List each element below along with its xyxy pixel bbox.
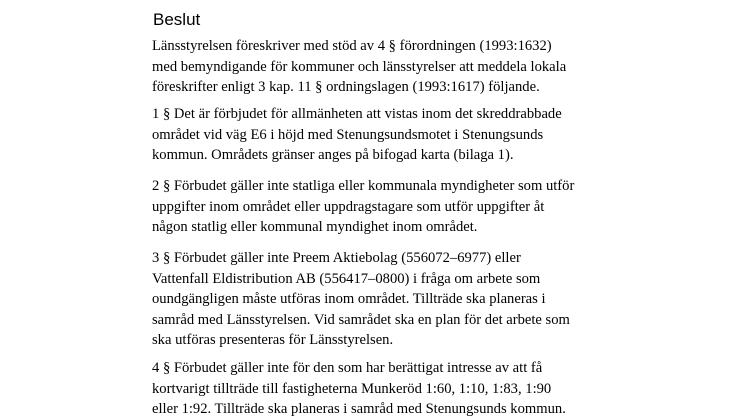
paragraph-line: området vid väg E6 i höjd med Stenungsundsmotet i Stenungsunds — [152, 126, 544, 143]
paragraph-line: 3 § Förbudet gäller inte Preem Aktiebolag (556072–6977) eller — [152, 250, 521, 266]
section-2-paragraph — [152, 176, 574, 238]
paragraph-line: Länsstyrelsen föreskriver med stöd av 4 § förordningen (1993:1632) — [152, 38, 552, 54]
intro-paragraph — [152, 36, 566, 98]
paragraph-line: kommun. Områdets gränser anges på bifogad karta (bilaga 1). — [152, 147, 514, 163]
paragraph-line: Vattenfall Eldistribution AB (556417–0800) i fråga om arbete som — [152, 270, 541, 287]
paragraph-line: med bemyndigande för kommuner och länsstyrelser att meddela lokala — [152, 58, 567, 75]
paragraph-line: någon statlig eller kommunal myndighet inom området. — [152, 219, 478, 235]
section-4-paragraph — [152, 358, 566, 419]
paragraph-line: uppgifter inom området eller uppdragstagare som utför uppgifter åt — [152, 198, 545, 215]
paragraph-line: oundgängligen måste utföras inom området. Tillträde ska planeras i — [152, 291, 546, 307]
paragraph-line: föreskrifter enligt 3 kap. 11 § ordningslagen (1993:1617) följande. — [152, 79, 540, 95]
paragraph-line: 4 § Förbudet gäller inte för den som har berättigat intresse av att få — [152, 360, 543, 376]
paragraph-line: kortvarigt tillträde till fastigheterna Munkeröd 1:60, 1:10, 1:83, 1:90 — [152, 380, 552, 397]
paragraph-line: ska utföras presenteras för Länsstyrelsen. — [152, 332, 394, 348]
paragraph-line: samråd med Länsstyrelsen. Vid samrådet ska en plan för det arbete som — [152, 311, 570, 328]
paragraph-line: 1 § Det är förbjudet för allmänheten att vistas inom det skreddrabbade — [152, 106, 562, 122]
section-heading: Beslut — [153, 10, 201, 29]
section-3-paragraph — [152, 248, 570, 351]
paragraph-line: eller 1:92. Tillträde ska planeras i samråd med Stenungsunds kommun. — [152, 401, 566, 417]
paragraph-line: 2 § Förbudet gäller inte statliga eller kommunala myndigheter som utför — [152, 178, 575, 194]
section-1-paragraph — [152, 104, 562, 166]
